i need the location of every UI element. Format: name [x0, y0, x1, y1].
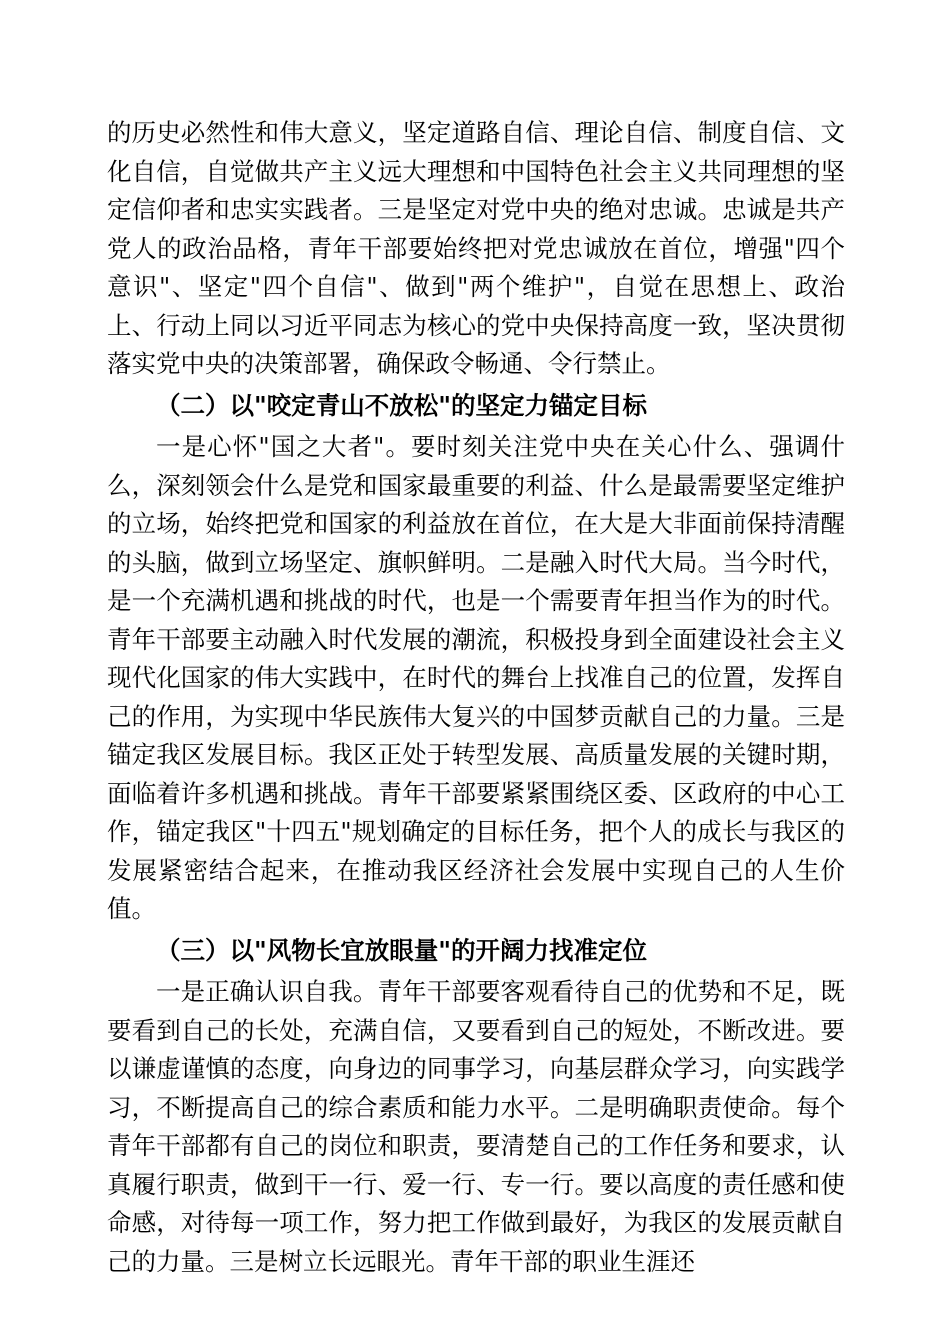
document-page — [107, 114, 845, 1281]
section-heading-3: （三）以"风物长宜放眼量"的开阔力找准定位 — [156, 935, 648, 965]
section-heading-2: （二）以"咬定青山不放松"的坚定力锚定目标 — [156, 390, 648, 420]
paragraph-section-3: 一是正确认识自我。青年干部要客观看待自己的优势和不足，既要看到自己的长处，充满自信，又要看到自己的短处，不断改进。要以谦虚谨慎的态度，向身边的同事学习，向基层群众学习，向实践学习，不断提高自己的综合素质和能力水平。二是明确职责使命。每个青年干部都有自己的岗位和职责，要清楚自己的工作任务和要求，认真履行职责，做到干一行、爱一行、专一行。要以高度的责任感和使命感，对待每一项工作，努力把工作做到最好，为我区的发展贡献自己的力量。三是树立长远眼光。青年干部的职业生涯还 — [107, 977, 845, 1276]
paragraph-continued: 的历史必然性和伟大意义，坚定道路自信、理论自信、制度自信、文化自信，自觉做共产主义远大理想和中国特色社会主义共同理想的坚定信仰者和忠实实践者。三是坚定对党中央的绝对忠诚。忠诚是共产党人的政治品格，青年干部要始终把对党忠诚放在首位，增强"四个意识"、坚定"四个自信"、做到"两个维护"，自觉在思想上、政治上、行动上同以习近平同志为核心的党中央保持高度一致，坚决贯彻落实党中央的决策部署，确保政令畅通、令行禁止。 — [107, 118, 845, 378]
paragraph-section-2: 一是心怀"国之大者"。要时刻关注党中央在关心什么、强调什么，深刻领会什么是党和国家最重要的利益、什么是最需要坚定维护的立场，始终把党和国家的利益放在首位，在大是大非面前保持清醒的头脑，做到立场坚定、旗帜鲜明。二是融入时代大局。当今时代，是一个充满机遇和挑战的时代，也是一个需要青年担当作为的时代。青年干部要主动融入时代发展的潮流，积极投身到全面建设社会主义现代化国家的伟大实践中，在时代的舞台上找准自己的位置，发挥自己的作用，为实现中华民族伟大复兴的中国梦贡献自己的力量。三是锚定我区发展目标。我区正处于转型发展、高质量发展的关键时期，面临着许多机遇和挑战。青年干部要紧紧围绕区委、区政府的中心工作，锚定我区"十四五"规划确定的目标任务，把个人的成长与我区的发展紧密结合起来，在推动我区经济社会发展中实现自己的人生价值。 — [107, 432, 845, 923]
